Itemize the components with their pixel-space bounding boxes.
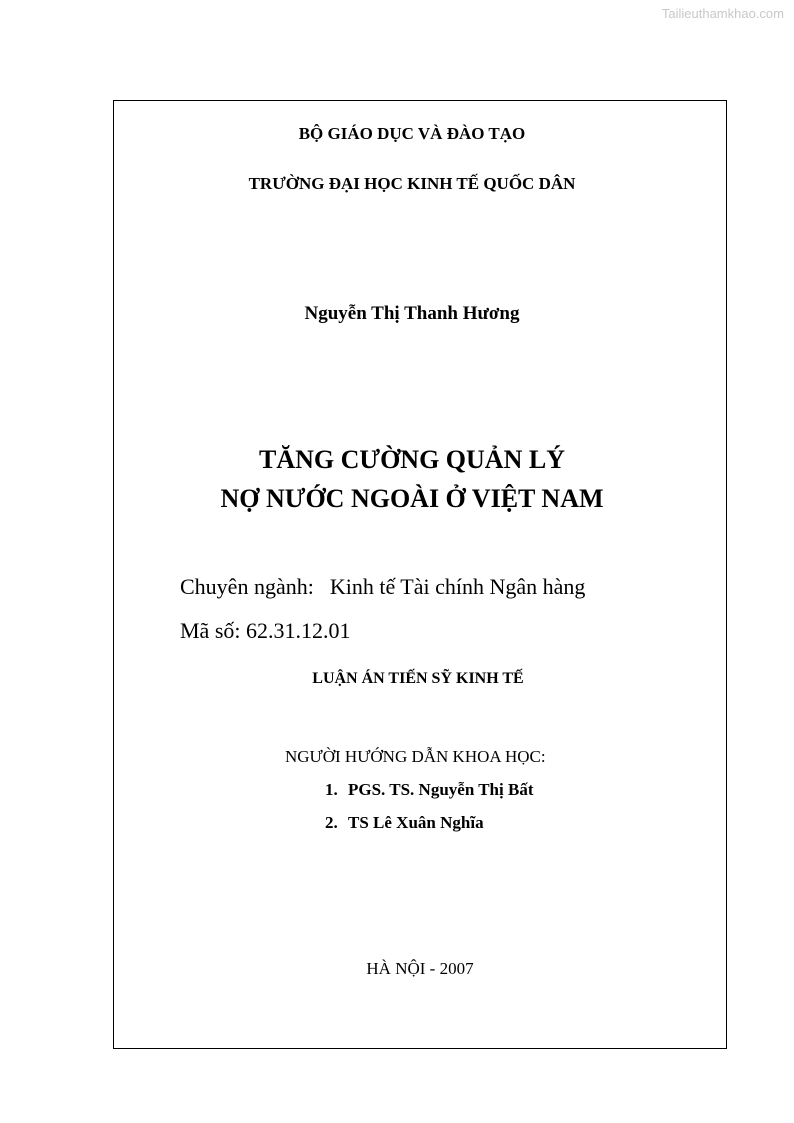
specialty-value: Kinh tế Tài chính Ngân hàng <box>329 574 586 599</box>
supervisor-name: PGS. TS. Nguyễn Thị Bất <box>348 780 534 799</box>
place-year: HÀ NỘI - 2007 <box>366 959 474 978</box>
thesis-title-line2: NỢ NƯỚC NGOÀI Ở VIỆT NAM <box>220 484 604 513</box>
supervisor-number: 1. <box>325 780 338 799</box>
ministry-heading: BỘ GIÁO DỤC VÀ ĐÀO TẠO <box>298 124 526 143</box>
specialty-label: Chuyên ngành: <box>180 574 314 599</box>
supervisor-name: TS Lê Xuân Nghĩa <box>348 813 484 832</box>
watermark: Tailieuthamkhao.com <box>661 6 784 21</box>
specialty <box>180 574 585 600</box>
author-name: Nguyễn Thị Thanh Hương <box>304 303 520 324</box>
supervisor-item <box>325 780 534 800</box>
specialty-code: Mã số: 62.31.12.01 <box>180 618 351 643</box>
supervisors-heading: NGƯỜI HƯỚNG DẪN KHOA HỌC: <box>285 747 546 766</box>
thesis-title-line1: TĂNG CƯỜNG QUẢN LÝ <box>259 445 565 474</box>
degree-title: LUẬN ÁN TIẾN SỸ KINH TẾ <box>312 670 524 687</box>
university-heading: TRƯỜNG ĐẠI HỌC KINH TẾ QUỐC DÂN <box>248 174 576 193</box>
supervisor-item <box>325 813 484 833</box>
supervisor-number: 2. <box>325 813 338 832</box>
